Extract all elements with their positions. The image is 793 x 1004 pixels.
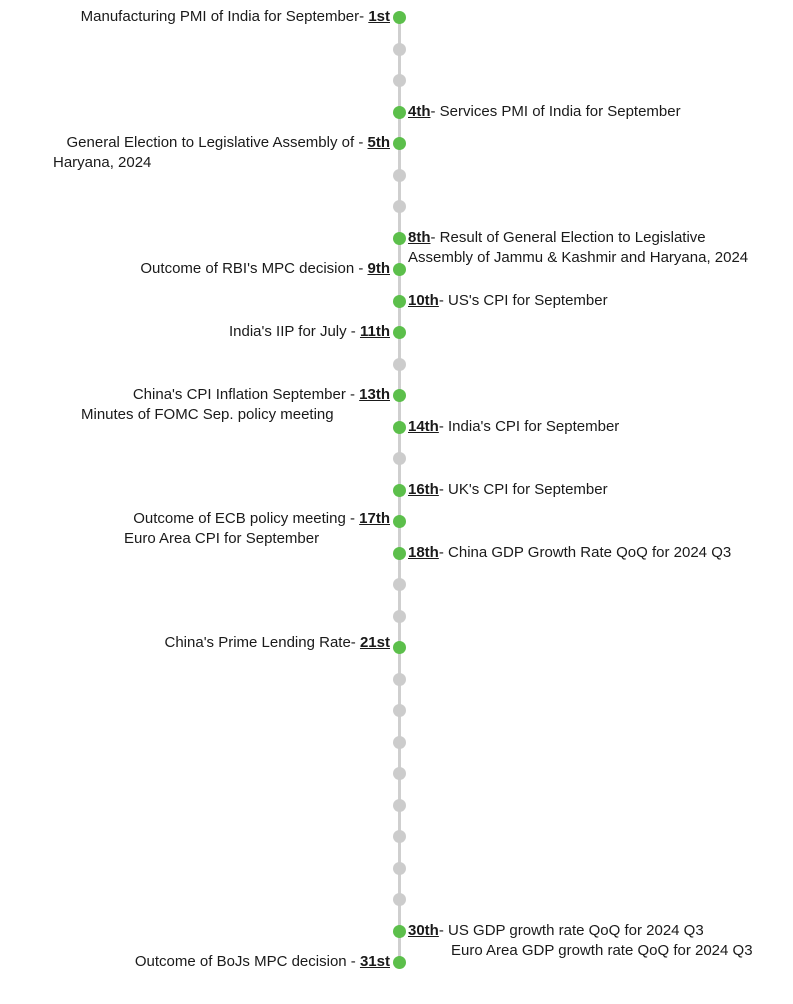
event-description: US GDP growth rate QoQ for 2024 Q3 — [448, 921, 704, 939]
event-description: US's CPI for September — [448, 291, 608, 309]
timeline-event — [408, 228, 748, 268]
event-marker-dot — [393, 515, 406, 528]
event-marker-dot — [393, 106, 406, 119]
event-marker-dot — [393, 11, 406, 24]
event-line — [135, 952, 390, 972]
event-description: Outcome of BoJs MPC decision - — [134, 953, 356, 970]
event-day: 5th — [367, 134, 390, 151]
timeline-event — [165, 633, 391, 653]
event-description: Result of General Election to Legislative — [439, 228, 706, 246]
event-line — [140, 259, 390, 279]
event-line — [408, 228, 748, 248]
event-day: 14th — [408, 417, 439, 435]
timeline-event — [408, 291, 608, 311]
event-marker-dot — [393, 641, 406, 654]
timeline-event — [53, 133, 391, 171]
event-separator: - — [430, 228, 440, 246]
event-description: Manufacturing PMI of India for September- — [80, 8, 365, 25]
event-line — [229, 322, 390, 342]
event-day: 1st — [368, 8, 390, 25]
event-description: General Election to Legislative Assembly of - — [66, 134, 364, 151]
event-marker-dot — [393, 137, 406, 150]
event-marker-dot — [393, 547, 406, 560]
event-marker-dot — [393, 326, 406, 339]
timeline-event — [140, 259, 390, 279]
day-marker-dot — [393, 452, 406, 465]
day-marker-dot — [393, 704, 406, 717]
day-marker-dot — [393, 673, 406, 686]
timeline-event — [81, 385, 390, 423]
event-line — [408, 102, 681, 122]
day-marker-dot — [393, 200, 406, 213]
day-marker-dot — [393, 578, 406, 591]
event-description: India's IIP for July - — [229, 323, 356, 340]
event-description: UK's CPI for September — [448, 480, 608, 498]
event-day: 13th — [359, 386, 390, 403]
event-description: Outcome of ECB policy meeting - — [133, 510, 355, 527]
event-day: 10th — [408, 291, 439, 309]
event-description: China's Prime Lending Rate- — [164, 634, 356, 651]
event-marker-dot — [393, 263, 406, 276]
event-day: 11th — [359, 323, 390, 340]
event-day: 18th — [408, 543, 439, 561]
event-marker-dot — [393, 389, 406, 402]
event-line — [408, 480, 608, 500]
event-description: Minutes of FOMC Sep. policy meeting — [81, 406, 334, 423]
event-separator: - — [438, 417, 449, 435]
timeline-event — [135, 952, 390, 972]
day-marker-dot — [393, 169, 406, 182]
event-description: Euro Area GDP growth rate QoQ for 2024 Q3 — [451, 941, 753, 959]
event-line — [81, 7, 390, 27]
event-line — [133, 509, 390, 529]
event-line — [67, 133, 391, 153]
event-line — [408, 417, 619, 437]
event-marker-dot — [393, 925, 406, 938]
event-day: 30th — [408, 921, 439, 939]
event-day: 16th — [408, 480, 439, 498]
timeline-event — [408, 480, 608, 500]
event-day: 17th — [359, 510, 390, 527]
event-line — [408, 921, 753, 941]
day-marker-dot — [393, 767, 406, 780]
day-marker-dot — [393, 736, 406, 749]
event-separator: - — [438, 480, 449, 498]
timeline-event — [408, 543, 731, 563]
timeline-event — [408, 921, 753, 961]
event-line — [408, 543, 731, 563]
event-marker-dot — [393, 484, 406, 497]
timeline-event — [81, 7, 390, 27]
event-day: 21st — [359, 634, 390, 651]
event-marker-dot — [393, 232, 406, 245]
day-marker-dot — [393, 799, 406, 812]
day-marker-dot — [393, 893, 406, 906]
event-description: Assembly of Jammu & Kashmir and Haryana, 2024 — [408, 248, 749, 266]
event-description: Haryana, 2024 — [53, 154, 152, 171]
event-day: 4th — [408, 102, 431, 120]
timeline-event — [124, 509, 390, 547]
event-description: India's CPI for September — [448, 417, 620, 435]
event-day: 9th — [367, 260, 390, 277]
day-marker-dot — [393, 830, 406, 843]
event-separator: - — [438, 543, 449, 561]
event-description: China GDP Growth Rate QoQ for 2024 Q3 — [448, 543, 732, 561]
event-marker-dot — [393, 295, 406, 308]
event-description: Euro Area CPI for September — [124, 530, 320, 547]
timeline-event — [229, 322, 390, 342]
event-description: China's CPI Inflation September - — [132, 386, 355, 403]
event-separator: - — [430, 102, 440, 120]
event-line — [165, 633, 391, 653]
event-marker-dot — [393, 956, 406, 969]
day-marker-dot — [393, 610, 406, 623]
day-marker-dot — [393, 43, 406, 56]
day-marker-dot — [393, 862, 406, 875]
event-separator: - — [438, 921, 449, 939]
event-day: 8th — [408, 228, 431, 246]
timeline-event — [408, 102, 681, 122]
event-description: Outcome of RBI's MPC decision - — [140, 260, 364, 277]
event-line — [408, 291, 608, 311]
event-day: 31st — [359, 953, 390, 970]
day-marker-dot — [393, 358, 406, 371]
event-separator: - — [438, 291, 449, 309]
event-line — [133, 385, 390, 405]
event-description: Services PMI of India for September — [439, 102, 681, 120]
day-marker-dot — [393, 74, 406, 87]
timeline-event — [408, 417, 619, 437]
event-marker-dot — [393, 421, 406, 434]
